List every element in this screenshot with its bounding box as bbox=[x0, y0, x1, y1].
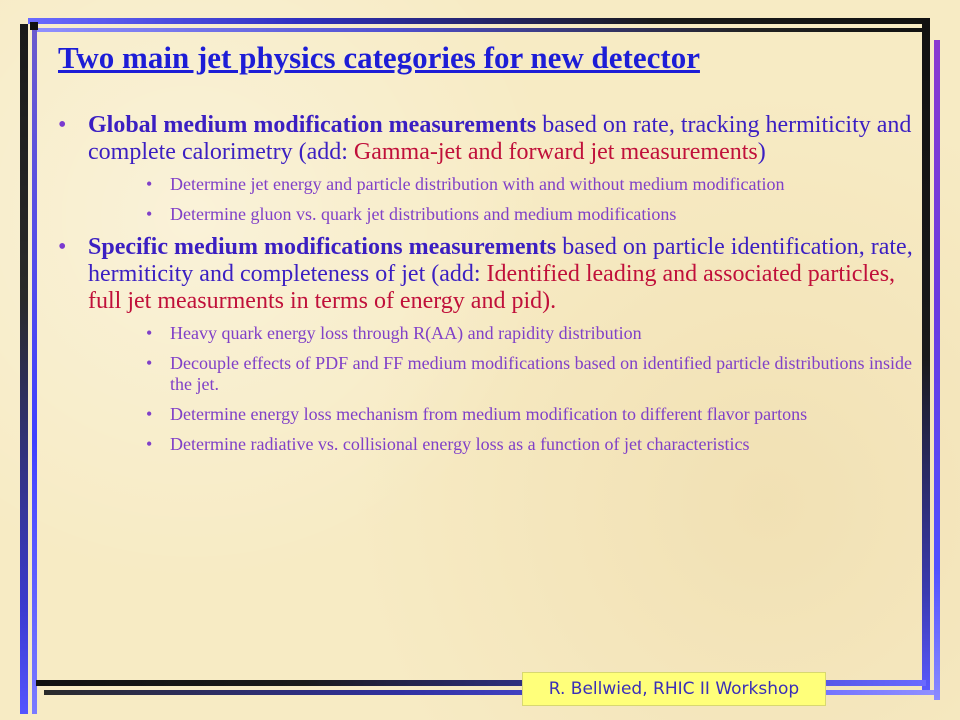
bullet-bold-text: Global medium modification measurements bbox=[88, 112, 537, 138]
frame-right-bar-inner bbox=[934, 40, 940, 700]
bullet-highlight-text: Identified leading and associated particles, full jet measurments in terms of energy and pid). bbox=[88, 261, 896, 314]
sub-bullet bbox=[58, 434, 924, 455]
sub-bullet bbox=[58, 174, 924, 195]
bullet-tail-text: ) bbox=[757, 139, 766, 165]
sub-bullet-text: Determine radiative vs. collisional energy loss as a function of jet characteristics bbox=[170, 434, 750, 454]
bullet-highlight-text: Gamma-jet and forward jet measurements bbox=[353, 139, 758, 165]
sub-bullet-marker: • bbox=[146, 434, 153, 454]
sub-bullet-marker: • bbox=[146, 404, 153, 424]
sub-bullet-marker: • bbox=[146, 323, 153, 343]
sub-bullet-marker: • bbox=[146, 204, 153, 224]
sub-bullet-marker: • bbox=[146, 174, 153, 194]
sub-bullet-text: Determine jet energy and particle distribution with and without medium modification bbox=[170, 174, 785, 194]
frame-left-bar-inner bbox=[32, 30, 37, 714]
sub-bullet-text: Determine energy loss mechanism from medium modification to different flavor partons bbox=[170, 404, 808, 424]
bullet-global-medium bbox=[58, 112, 924, 166]
slide-content bbox=[58, 112, 924, 464]
sub-bullet-text: Determine gluon vs. quark jet distributions and medium modifications bbox=[170, 204, 677, 224]
bullet-specific-medium bbox=[58, 234, 924, 315]
sub-bullet bbox=[58, 204, 924, 225]
bullet-marker: • bbox=[58, 112, 67, 138]
bullet-body-text: based on rate, tracking hermiticity and complete calorimetry (add: bbox=[88, 112, 912, 165]
sub-bullet-text: Heavy quark energy loss through R(AA) and rapidity distribution bbox=[170, 323, 642, 343]
frame-left-bar-outer bbox=[20, 24, 28, 714]
slide-title: Two main jet physics categories for new detector bbox=[58, 40, 700, 75]
sub-bullet bbox=[58, 353, 924, 395]
sub-bullet-text: Decouple effects of PDF and FF medium modifications based on identified particle distributions inside the jet. bbox=[170, 353, 913, 394]
footer-credit: R. Bellwied, RHIC II Workshop bbox=[522, 672, 826, 706]
bullet-marker: • bbox=[58, 234, 67, 260]
sub-bullet bbox=[58, 323, 924, 344]
sub-bullet-marker: • bbox=[146, 353, 153, 373]
bullet-body-text: based on particle identification, rate, hermiticity and completeness of jet (add: bbox=[88, 234, 913, 287]
frame-top-bar-outer bbox=[28, 18, 928, 24]
bullet-bold-text: Specific medium modifications measurements bbox=[88, 234, 557, 260]
frame-corner-mark bbox=[30, 22, 38, 30]
frame-top-bar-inner bbox=[36, 28, 926, 32]
sub-bullet bbox=[58, 404, 924, 425]
